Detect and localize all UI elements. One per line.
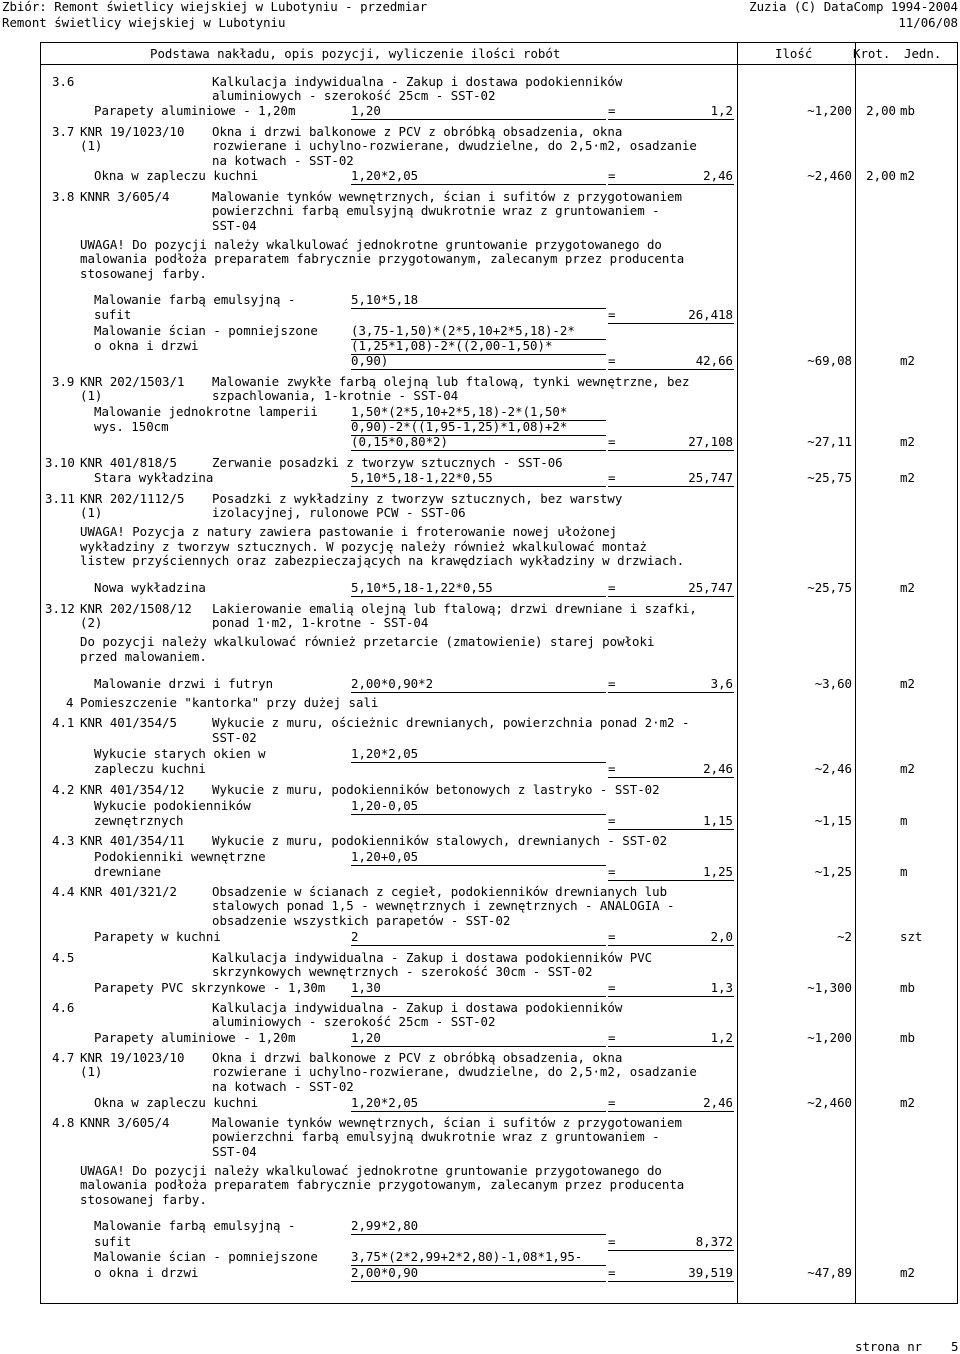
cell: m2 — [900, 353, 915, 368]
header-title: Zbiór: Remont świetlicy wiejskiej w Lubotyniu - przedmiar — [2, 0, 428, 14]
cell: (1) — [80, 138, 103, 153]
cell: Kalkulacja indywidualna - Zakup i dostawa podokienników — [212, 74, 623, 89]
cell: Posadzki z wykładziny z tworzyw sztucznych, bez warstwy — [212, 491, 623, 506]
cell: m2 — [900, 761, 915, 776]
col-header-description: Podstawa nakładu, opis pozycji, wyliczenie ilości robót — [150, 46, 561, 61]
cell: 2,00*0,90 — [351, 1265, 419, 1280]
cell: KNR 401/354/5 — [80, 715, 177, 730]
cell: 3.6 — [52, 74, 75, 89]
cell: 2 — [351, 929, 359, 944]
cell: 1,20*2,05 — [351, 746, 419, 761]
cell: = — [608, 1095, 616, 1110]
cell: ~27,11 — [807, 434, 852, 449]
cell: mb — [900, 1030, 915, 1045]
cell: zapleczu kuchni — [94, 761, 206, 776]
cell: stalowych ponad 1,5 - wewnętrznych i zewnętrznych - ANALOGIA - — [212, 898, 675, 913]
cell: 1,25 — [703, 864, 733, 879]
cell: Malowanie ścian - pomniejszone — [94, 1249, 318, 1264]
cell: Okna i drzwi balkonowe z PCV z obróbką obsadzenia, okna — [212, 1050, 623, 1065]
cell: 3.11 — [45, 491, 75, 506]
cell: (1) — [80, 1064, 103, 1079]
calc-underline — [608, 369, 734, 370]
cell: m2 — [900, 1265, 915, 1280]
col-header-unit: Jedn. — [904, 46, 942, 61]
calc-underline — [608, 777, 734, 778]
cell: ~1,200 — [807, 1030, 852, 1045]
cell: = — [608, 1030, 616, 1045]
cell: 4.5 — [52, 950, 75, 965]
table-bottom-border — [40, 1303, 958, 1304]
cell: 1,20-0,05 — [351, 798, 419, 813]
calc-underline — [608, 596, 734, 597]
cell: Malowanie ścian - pomniejszone — [94, 323, 318, 338]
cell: Malowanie tynków wewnętrznych, ścian i sufitów z przygotowaniem — [212, 189, 682, 204]
cell: 1,20 — [351, 103, 381, 118]
calc-underline — [351, 865, 606, 866]
cell: Podokienniki wewnętrzne — [94, 849, 266, 864]
cell: Zerwanie posadzki z tworzyw sztucznych - SST-06 — [212, 455, 563, 470]
cell: stosowanej farby. — [80, 266, 207, 281]
cell: 2,00 — [866, 103, 896, 118]
calc-underline — [351, 692, 606, 693]
cell: 1,20 — [351, 1030, 381, 1045]
col-divider-qty — [737, 42, 738, 1304]
cell: sufit — [94, 307, 132, 322]
cell: 1,15 — [703, 813, 733, 828]
cell: Pomieszczenie "kantorka" przy dużej sali — [80, 695, 379, 710]
col-header-krot: Krot. — [853, 46, 891, 61]
cell: 1,2 — [710, 103, 733, 118]
cell: Do pozycji należy wkalkulować również przetarcie (zmatowienie) starej powłoki — [80, 634, 655, 649]
cell: = — [608, 980, 616, 995]
cell: 25,747 — [688, 470, 733, 485]
cell: m2 — [900, 434, 915, 449]
cell: izolacyjnej, rulonowe PCW - SST-06 — [212, 505, 466, 520]
calc-underline — [351, 450, 606, 451]
cell: 39,519 — [688, 1265, 733, 1280]
cell: m2 — [900, 470, 915, 485]
cell: 2,46 — [703, 1095, 733, 1110]
cell: 2,00*0,90*2 — [351, 676, 434, 691]
calc-underline — [351, 1234, 606, 1235]
cell: Wykucie z muru, podokienników betonowych z lastryko - SST-02 — [212, 782, 660, 797]
cell: = — [608, 470, 616, 485]
cell: KNR 401/818/5 — [80, 455, 177, 470]
cell: aluminiowych - szerokość 25cm - SST-02 — [212, 1014, 496, 1029]
calc-underline — [351, 1111, 606, 1112]
cell: = — [608, 103, 616, 118]
cell: 4.8 — [52, 1115, 75, 1130]
cell: ponad 1·m2, 1-krotne - SST-04 — [212, 615, 429, 630]
cell: ~1,200 — [807, 103, 852, 118]
cell: obsadzenie wszystkich parapetów - SST-02 — [212, 913, 511, 928]
cell: Malowanie jednokrotne lamperii — [94, 404, 318, 419]
calc-underline — [351, 996, 606, 997]
cell: ~1,300 — [807, 980, 852, 995]
cell: 25,747 — [688, 580, 733, 595]
cell: Kalkulacja indywidualna - Zakup i dostawa podokienników PVC — [212, 950, 653, 965]
cell: 2,46 — [703, 168, 733, 183]
cell: 8,372 — [695, 1234, 733, 1249]
cell: ~2 — [837, 929, 852, 944]
cell: Parapety PVC skrzynkowe - 1,30m — [94, 980, 326, 995]
header-date: 11/06/08 — [898, 15, 958, 30]
cell: 5,10*5,18-1,22*0,55 — [351, 580, 493, 595]
cell: = — [608, 307, 616, 322]
cell: 4.6 — [52, 1000, 75, 1015]
cell: 1,3 — [710, 980, 733, 995]
footer-page-number: 5 — [951, 1339, 959, 1354]
cell: powierzchni farbą emulsyjną dwukrotnie wraz z gruntowaniem - — [212, 203, 660, 218]
cell: skrzynkowych wewnętrznych - szerokość 30cm - SST-02 — [212, 964, 593, 979]
cell: ~47,89 — [807, 1265, 852, 1280]
cell: przed malowaniem. — [80, 649, 207, 664]
cell: ~1,15 — [814, 813, 852, 828]
cell: 1,30 — [351, 980, 381, 995]
cell: powierzchni farbą emulsyjną dwukrotnie wraz z gruntowaniem - — [212, 1129, 660, 1144]
cell: ~2,460 — [807, 1095, 852, 1110]
calc-underline — [608, 1111, 734, 1112]
cell: (0,15*0,80*2) — [351, 434, 448, 449]
cell: ~2,460 — [807, 168, 852, 183]
cell: Wykucie z muru, podokienników stalowych, drewnianych - SST-02 — [212, 833, 668, 848]
cell: 4 — [66, 695, 74, 710]
cell: KNR 19/1023/10 — [80, 124, 185, 139]
cell: 2,99*2,80 — [351, 1218, 419, 1233]
cell: 1,20*2,05 — [351, 1095, 419, 1110]
cell: Malowanie drzwi i futryn — [94, 676, 274, 691]
cell: 3,75*(2*2,99+2*2,80)-1,08*1,95- — [351, 1249, 583, 1264]
cell: listew przyściennych oraz zabezpieczających na krawędziach wykładziny w drzwiach. — [80, 553, 685, 568]
cell: Stara wykładzina — [94, 470, 214, 485]
footer-page-label: strona nr — [855, 1339, 923, 1354]
cell: m — [900, 864, 908, 879]
cell: m — [900, 813, 908, 828]
cell: ~25,75 — [807, 580, 852, 595]
cell: m2 — [900, 676, 915, 691]
cell: SST-04 — [212, 218, 257, 233]
header-software: Zuzia (C) DataComp 1994-2004 — [749, 0, 958, 14]
calc-underline — [351, 814, 606, 815]
cell: mb — [900, 103, 915, 118]
cell: 2,46 — [703, 761, 733, 776]
cell: Wykucie starych okien w — [94, 746, 266, 761]
cell: Parapety aluminiowe - 1,20m — [94, 103, 296, 118]
calc-underline — [351, 354, 606, 355]
cell: 1,50*(2*5,10+2*5,18)-2*(1,50* — [351, 404, 568, 419]
calc-underline — [608, 880, 734, 881]
cell: wys. 150cm — [94, 419, 169, 434]
cell: Parapety aluminiowe - 1,20m — [94, 1030, 296, 1045]
cell: ~69,08 — [807, 353, 852, 368]
cell: stosowanej farby. — [80, 1192, 207, 1207]
calc-underline — [608, 829, 734, 830]
calc-underline — [351, 1281, 606, 1282]
cell: Okna w zapleczu kuchni — [94, 168, 259, 183]
cell: rozwierane i uchylno-rozwierane, dwudzielne, do 2,5·m2, osadzanie — [212, 138, 697, 153]
cell: 2,00 — [866, 168, 896, 183]
cell: zewnętrznych — [94, 813, 184, 828]
cell: ~2,46 — [814, 761, 852, 776]
cell: aluminiowych - szerokość 25cm - SST-02 — [212, 88, 496, 103]
cell: drewniane — [94, 864, 162, 879]
calc-underline — [608, 945, 734, 946]
cell: = — [608, 929, 616, 944]
calc-underline — [351, 1046, 606, 1047]
calc-underline — [608, 996, 734, 997]
cell: 3.7 — [52, 124, 75, 139]
cell: Nowa wykładzina — [94, 580, 206, 595]
cell: malowania podłoża preparatem fabrycznie przygotowanym, zalecanym przez producenta — [80, 251, 685, 266]
table-right-border — [957, 42, 958, 1304]
cell: = — [608, 168, 616, 183]
cell: ~3,60 — [814, 676, 852, 691]
cell: UWAGA! Do pozycji należy wkalkulować jednokrotne gruntowanie przygotowanego do — [80, 1163, 662, 1178]
cell: 4.2 — [52, 782, 75, 797]
cell: sufit — [94, 1234, 132, 1249]
cell: KNR 202/1508/12 — [80, 601, 192, 616]
cell: wykładziny z tworzyw sztucznych. W pozycję należy również wkalkulować montaż — [80, 539, 647, 554]
cell: 3.9 — [52, 374, 75, 389]
cell: 1,20+0,05 — [351, 849, 419, 864]
cell: KNR 401/354/11 — [80, 833, 185, 848]
cell: KNR 401/321/2 — [80, 884, 177, 899]
cell: m2 — [900, 580, 915, 595]
cell: o okna i drzwi — [94, 1265, 199, 1280]
cell: 3.10 — [45, 455, 75, 470]
cell: 42,66 — [695, 353, 733, 368]
cell: KNR 401/354/12 — [80, 782, 185, 797]
cell: 5,10*5,18 — [351, 292, 419, 307]
cell: = — [608, 761, 616, 776]
cell: UWAGA! Do pozycji należy wkalkulować jednokrotne gruntowanie przygotowanego do — [80, 237, 662, 252]
cell: = — [608, 676, 616, 691]
cell: Malowanie farbą emulsyjną - — [94, 292, 296, 307]
cell: 4.7 — [52, 1050, 75, 1065]
cell: 1,2 — [710, 1030, 733, 1045]
cell: 3.8 — [52, 189, 75, 204]
calc-underline — [608, 692, 734, 693]
cell: Malowanie farbą emulsyjną - — [94, 1218, 296, 1233]
cell: malowania podłoża preparatem fabrycznie przygotowanym, zalecanym przez producenta — [80, 1177, 685, 1192]
cell: = — [608, 1265, 616, 1280]
cell: rozwierane i uchylno-rozwierane, dwudzielne, do 2,5·m2, osadzanie — [212, 1064, 697, 1079]
calc-underline — [351, 184, 606, 185]
cell: szpachlowania, 1-krotnie - SST-04 — [212, 388, 459, 403]
header-subtitle: Remont świetlicy wiejskiej w Lubotyniu — [2, 15, 286, 30]
calc-underline — [608, 1046, 734, 1047]
cell: 2,0 — [710, 929, 733, 944]
cell: Kalkulacja indywidualna - Zakup i dostawa podokienników — [212, 1000, 623, 1015]
table-left-border — [40, 42, 41, 1304]
calc-underline — [351, 762, 606, 763]
cell: na kotwach - SST-02 — [212, 1079, 354, 1094]
cell: KNR 19/1023/10 — [80, 1050, 185, 1065]
cell: mb — [900, 980, 915, 995]
col-divider-krot — [855, 42, 856, 1304]
calc-underline — [608, 1250, 734, 1251]
cell: KNNR 3/605/4 — [80, 189, 170, 204]
cell: KNR 202/1503/1 — [80, 374, 185, 389]
cell: Okna i drzwi balkonowe z PCV z obróbką obsadzenia, okna — [212, 124, 623, 139]
calc-underline — [608, 184, 734, 185]
cell: (1) — [80, 388, 103, 403]
cell: = — [608, 813, 616, 828]
table-top-border — [40, 42, 958, 43]
calc-underline — [608, 119, 734, 120]
calc-underline — [608, 450, 734, 451]
cell: szt — [900, 929, 923, 944]
cell: 3.12 — [45, 601, 75, 616]
calc-underline — [351, 945, 606, 946]
cell: = — [608, 1234, 616, 1249]
calc-underline — [351, 596, 606, 597]
cell: Wykucie podokienników — [94, 798, 251, 813]
calc-underline — [351, 486, 606, 487]
cell: 4.3 — [52, 833, 75, 848]
calc-underline — [351, 308, 606, 309]
cell: 1,20*2,05 — [351, 168, 419, 183]
cell: KNR 202/1112/5 — [80, 491, 185, 506]
calc-underline — [608, 486, 734, 487]
cell: 26,418 — [688, 307, 733, 322]
cell: Parapety w kuchni — [94, 929, 221, 944]
cell: = — [608, 353, 616, 368]
cell: (1) — [80, 505, 103, 520]
cell: (3,75-1,50)*(2*5,10+2*5,18)-2* — [351, 323, 575, 338]
cell: Malowanie zwykłe farbą olejną lub ftalową, tynki wewnętrzne, bez — [212, 374, 690, 389]
cell: na kotwach - SST-02 — [212, 153, 354, 168]
calc-underline — [351, 119, 606, 120]
cell: (2) — [80, 615, 103, 630]
cell: Obsadzenie w ścianach z cegieł, podokienników drewnianych lub — [212, 884, 668, 899]
cell: Malowanie tynków wewnętrznych, ścian i sufitów z przygotowaniem — [212, 1115, 682, 1130]
cell: = — [608, 864, 616, 879]
cell: 4.4 — [52, 884, 75, 899]
cell: 0,90)-2*((1,95-1,25)*1,08)+2* — [351, 419, 568, 434]
calc-underline — [608, 323, 734, 324]
cell: o okna i drzwi — [94, 338, 199, 353]
cell: m2 — [900, 168, 915, 183]
cell: ~25,75 — [807, 470, 852, 485]
cell: ~1,25 — [814, 864, 852, 879]
col-header-qty: Ilość — [775, 46, 813, 61]
cell: 3,6 — [710, 676, 733, 691]
cell: 0,90) — [351, 353, 389, 368]
cell: SST-04 — [212, 1144, 257, 1159]
cell: UWAGA! Pozycja z natury zawiera pastowanie i froterowanie nowej ułożonej — [80, 524, 618, 539]
cell: m2 — [900, 1095, 915, 1110]
cell: SST-02 — [212, 730, 257, 745]
table-header-border — [40, 64, 958, 65]
cell: 5,10*5,18-1,22*0,55 — [351, 470, 493, 485]
calc-underline — [351, 369, 606, 370]
calc-underline — [608, 1281, 734, 1282]
cell: 4.1 — [52, 715, 75, 730]
cell: Wykucie z muru, ościeżnic drewnianych, powierzchnia ponad 2·m2 - — [212, 715, 690, 730]
cell: = — [608, 580, 616, 595]
cell: (1,25*1,08)-2*((2,00-1,50)* — [351, 338, 553, 353]
cell: = — [608, 434, 616, 449]
cell: Okna w zapleczu kuchni — [94, 1095, 259, 1110]
cell: Lakierowanie emalią olejną lub ftalową; drzwi drewniane i szafki, — [212, 601, 697, 616]
cell: KNNR 3/605/4 — [80, 1115, 170, 1130]
cell: 27,108 — [688, 434, 733, 449]
